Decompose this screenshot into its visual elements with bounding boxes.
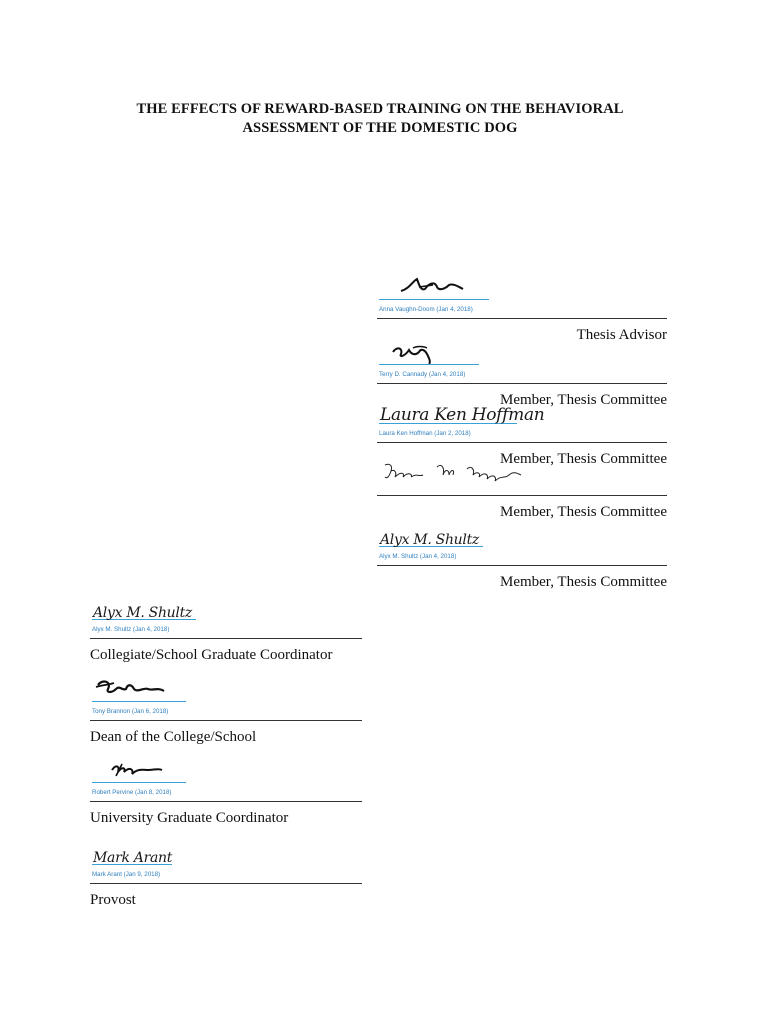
handwritten-signature <box>92 756 186 782</box>
document-title <box>60 100 700 138</box>
title-line-1: THE EFFECTS OF REWARD-BASED TRAINING ON THE BEHAVIORAL <box>136 101 624 117</box>
signature-caption: Alyx M. Shultz (Jan 4, 2018) <box>379 553 457 560</box>
signature-area[interactable] <box>90 680 362 708</box>
signature-block-member-3 <box>377 460 667 522</box>
signature-caption: Anna Vaughn-Doom (Jan 4, 2018) <box>379 306 473 313</box>
role-label: Member, Thesis Committee <box>499 451 667 467</box>
signature-rule <box>377 565 667 566</box>
signature-block-provost <box>90 843 362 910</box>
role-label: Dean of the College/School <box>90 729 257 745</box>
handwritten-signature: Alyx M. Shultz <box>380 532 479 548</box>
handwritten-signature <box>92 675 186 701</box>
role-label: Provost <box>90 892 136 908</box>
role-label: Collegiate/School Graduate Coordinator <box>90 647 333 663</box>
handwritten-signature: Alyx M. Shultz <box>93 605 192 621</box>
role-label: Member, Thesis Committee <box>499 574 667 590</box>
handwritten-signature: Mark Arant <box>93 850 173 866</box>
signature-rule <box>377 495 667 496</box>
role-label: University Graduate Coordinator <box>90 810 289 826</box>
signature-caption: Mark Arant (Jan 9, 2018) <box>92 871 161 878</box>
handwritten-signature <box>379 457 529 487</box>
signature-rule <box>377 383 667 384</box>
signature-rule <box>90 638 362 639</box>
signature-area[interactable] <box>90 843 362 871</box>
signature-rule <box>377 318 667 319</box>
signature-rule <box>90 883 362 884</box>
signature-caption: Terry D. Cannady (Jan 4, 2018) <box>379 371 466 378</box>
signature-area[interactable] <box>377 460 667 494</box>
signature-block-member-4 <box>377 525 667 592</box>
signature-caption: Tony Brannon (Jan 6, 2018) <box>92 708 169 715</box>
title-line-2: ASSESSMENT OF THE DOMESTIC DOG <box>242 120 518 136</box>
signature-block-dean <box>90 680 362 747</box>
signature-area[interactable] <box>377 525 667 553</box>
signature-rule <box>377 442 667 443</box>
handwritten-signature <box>379 273 489 299</box>
role-label: Member, Thesis Committee <box>499 504 667 520</box>
signature-area[interactable] <box>90 598 362 626</box>
signature-block-member-1 <box>377 343 667 410</box>
signature-rule <box>90 720 362 721</box>
signature-block-thesis-advisor <box>377 278 667 345</box>
signature-rule <box>90 801 362 802</box>
handwritten-signature <box>379 338 479 364</box>
role-label: Thesis Advisor <box>576 327 667 343</box>
signature-caption: Laura Ken Hoffman (Jan 2, 2018) <box>379 430 471 437</box>
signature-block-university-coordinator <box>90 761 362 828</box>
signature-area[interactable] <box>90 761 362 789</box>
signature-area[interactable] <box>377 278 667 306</box>
handwritten-signature: Laura Ken Hoffman <box>380 405 545 425</box>
signature-caption: Alyx M. Shultz (Jan 4, 2018) <box>92 626 170 633</box>
role-label: Member, Thesis Committee <box>499 392 667 408</box>
signature-block-graduate-coordinator <box>90 598 362 665</box>
signature-area[interactable] <box>377 402 667 430</box>
signature-area[interactable] <box>377 343 667 371</box>
signature-caption: Robert Pervine (Jan 8, 2018) <box>92 789 172 796</box>
